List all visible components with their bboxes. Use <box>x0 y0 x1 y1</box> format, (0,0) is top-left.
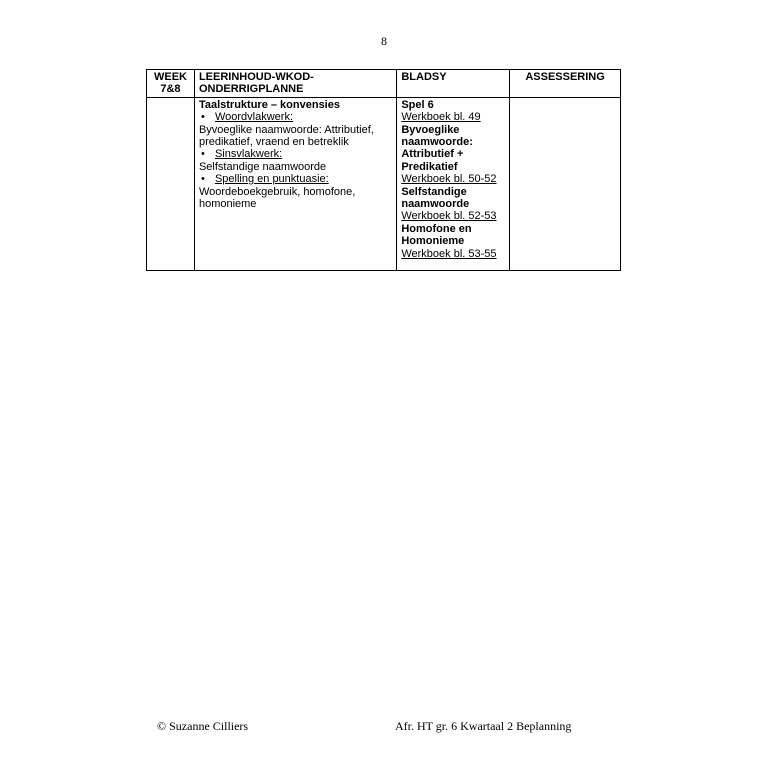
page-line-1: Spel 6 <box>401 98 434 111</box>
page-line-5: Selfstandige naamwoorde <box>401 185 470 211</box>
page-line-8: Werkboek bl. 53-55 <box>401 247 497 260</box>
bullet-item-3-text: Woordeboekgebruik, homofone, homonieme <box>198 185 356 211</box>
table-row <box>147 97 621 270</box>
bullet-item-3 <box>199 173 392 185</box>
page-line-6: Werkboek bl. 52-53 <box>401 210 497 223</box>
bullet-item-2-title: Sinsvlakwerk: <box>214 148 283 161</box>
content-heading: Taalstrukture – konvensies <box>198 98 340 111</box>
bullet-icon: • <box>200 173 205 186</box>
header-week: WEEK 7&8 <box>147 70 195 98</box>
page-number: 8 <box>381 34 387 48</box>
assessment-cell <box>510 97 621 270</box>
bullet-item-2 <box>199 148 392 160</box>
bullet-item-2-text: Selfstandige naamwoorde <box>198 160 327 173</box>
header-page: BLADSY <box>397 70 510 98</box>
week-cell <box>147 97 195 270</box>
page-line-2: Werkboek bl. 49 <box>401 111 481 124</box>
bullet-icon: • <box>200 148 205 161</box>
bullet-item-1-title: Woordvlakwerk: <box>214 111 293 124</box>
page-cell <box>397 97 510 270</box>
bullet-item-3-title: Spelling en punktuasie: <box>214 173 329 186</box>
header-assessment: ASSESSERING <box>510 70 621 98</box>
bullet-item-1 <box>199 111 392 123</box>
table-header-row <box>147 70 621 98</box>
page-line-4: Werkboek bl. 50-52 <box>401 173 497 186</box>
content-cell <box>194 97 396 270</box>
header-content: LEERINHOUD-WKOD-ONDERRIGPLANNE <box>194 70 396 98</box>
bullet-icon: • <box>200 111 205 124</box>
page-line-3: Byvoeglike naamwoorde: Attributief + Predikatief <box>401 123 473 173</box>
bullet-item-1-text: Byvoeglike naamwoorde: Attributief, predikatief, vraend en betreklik <box>198 123 374 149</box>
planning-table <box>146 69 621 271</box>
page-line-7: Homofone en Homonieme <box>401 222 472 248</box>
footer-document-title: Afr. HT gr. 6 Kwartaal 2 Beplanning <box>395 719 572 733</box>
footer-copyright: © Suzanne Cilliers <box>157 719 249 733</box>
